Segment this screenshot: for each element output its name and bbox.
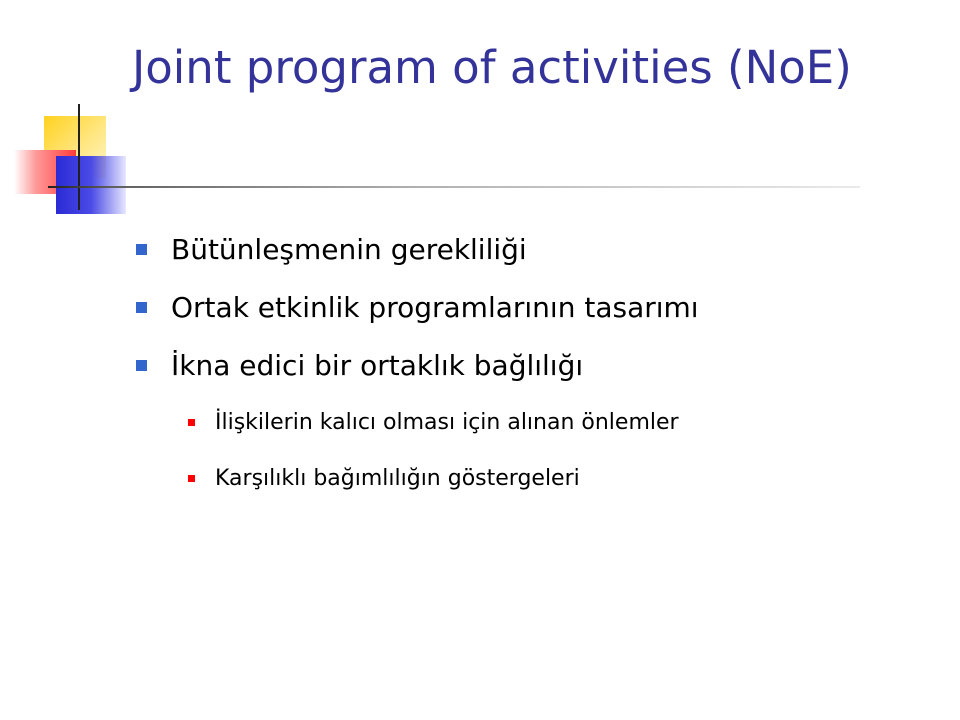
bullet-text: Bütünleşmenin gerekliliği <box>171 232 527 266</box>
small-square-bullet-icon <box>188 475 195 482</box>
bullet-item <box>136 336 936 394</box>
title-underline <box>48 186 860 188</box>
square-bullet-icon <box>136 302 147 313</box>
sub-bullet-item <box>188 394 936 450</box>
square-bullet-icon <box>136 244 147 255</box>
square-bullet-icon <box>136 360 147 371</box>
bullet-text: İkna edici bir ortaklık bağlılığı <box>171 348 584 382</box>
corner-decoration <box>0 0 140 230</box>
sub-bullet-text: İlişkilerin kalıcı olması için alınan önlemler <box>215 409 679 435</box>
sub-bullet-text: Karşılıklı bağımlılığın göstergeleri <box>215 465 580 491</box>
vertical-rule-decoration <box>78 104 80 210</box>
bullet-list <box>136 220 936 506</box>
bullet-item <box>136 220 936 278</box>
slide-title: Joint program of activities (NoE) <box>132 41 852 94</box>
small-square-bullet-icon <box>188 419 195 426</box>
bullet-text: Ortak etkinlik programlarının tasarımı <box>171 290 699 324</box>
bullet-item <box>136 278 936 336</box>
sub-bullet-item <box>188 450 936 506</box>
blue-square-decoration <box>56 156 126 214</box>
